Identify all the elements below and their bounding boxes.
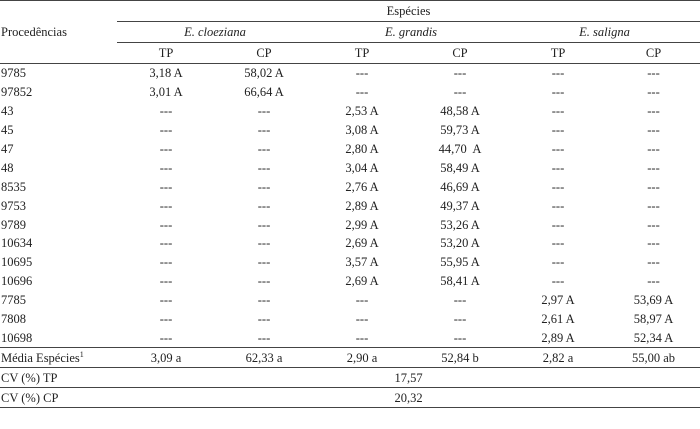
cv-label: CV (%) CP [0, 388, 117, 408]
value-cell: --- [551, 236, 565, 251]
value-cell: --- [551, 123, 565, 138]
value-cell: --- [647, 142, 660, 156]
value-cell: --- [159, 312, 173, 327]
value-cell: 3,04 A [345, 160, 379, 175]
footnote-marker: 1 [79, 349, 84, 359]
value-cell: 3,18 A [149, 66, 183, 81]
mean-label [0, 348, 117, 368]
procedencia-cell: 10634 [1, 236, 33, 251]
table-row [0, 215, 700, 234]
table-row [0, 234, 700, 253]
procedencia-cell: 43 [1, 104, 14, 119]
cv-value: 20,32 [117, 388, 700, 408]
value-cell: 2,69 A [345, 236, 379, 251]
value-cell: 2,61 A [541, 312, 575, 327]
value-cell: --- [551, 160, 565, 175]
value-cell: --- [257, 142, 271, 156]
mean-value-cell: 2,90 a [313, 348, 411, 368]
value-cell: 2,97 A [541, 293, 575, 308]
procedencia-cell: 9753 [1, 198, 26, 213]
mean-value-cell: 2,82 a [509, 348, 607, 368]
table-row [0, 328, 700, 347]
value-cell: --- [159, 217, 173, 232]
value-cell: --- [159, 236, 173, 251]
value-cell: --- [355, 293, 369, 308]
table-row [0, 83, 700, 102]
value-cell: --- [355, 312, 369, 327]
value-cell: --- [647, 66, 660, 81]
sub-header-cp: CP [411, 43, 509, 64]
value-cell: 48,58 A [440, 104, 480, 119]
value-cell: --- [159, 330, 173, 345]
value-cell: --- [551, 217, 565, 232]
value-cell: 3,01 A [149, 85, 183, 100]
value-cell: --- [551, 198, 565, 213]
value-cell: --- [647, 160, 660, 175]
value-cell: --- [159, 255, 173, 270]
table-row [0, 291, 700, 310]
value-cell: 3,08 A [345, 123, 379, 138]
value-cell: 44,70 A [438, 142, 482, 156]
sub-header-tp: TP [117, 43, 215, 64]
row-label-header: Procedências [0, 1, 117, 64]
value-cell: --- [159, 142, 173, 156]
table-row [0, 102, 700, 121]
mean-row [0, 348, 700, 368]
value-cell: --- [551, 104, 565, 119]
mean-value-cell: 62,33 a [215, 348, 313, 368]
procedencia-cell: 97852 [1, 85, 33, 100]
value-cell: 2,89 A [345, 198, 379, 213]
value-cell: 66,64 A [244, 85, 284, 100]
value-cell: --- [159, 123, 173, 138]
value-cell: 52,34 A [633, 330, 674, 345]
value-cell: --- [257, 274, 271, 289]
species-header-cloeziana: E. cloeziana [117, 22, 313, 43]
table-row [0, 253, 700, 272]
value-cell: --- [647, 255, 660, 270]
procedencia-cell: 10695 [1, 255, 33, 270]
value-cell: --- [159, 104, 173, 119]
value-cell: 58,41 A [440, 274, 480, 289]
species-header-saligna: E. saligna [509, 22, 700, 43]
value-cell: --- [551, 179, 565, 194]
value-cell: --- [257, 236, 271, 251]
procedencia-cell: 48 [1, 160, 14, 175]
value-cell: 46,69 A [440, 179, 480, 194]
table-row [0, 121, 700, 140]
value-cell: --- [453, 330, 467, 345]
value-cell: --- [647, 198, 660, 213]
value-cell: --- [551, 255, 565, 270]
value-cell: --- [647, 85, 660, 100]
value-cell: --- [257, 330, 271, 345]
value-cell: --- [647, 217, 660, 232]
mean-value-cell: 52,84 b [411, 348, 509, 368]
value-cell: 53,26 A [440, 217, 480, 232]
value-cell: --- [453, 293, 467, 308]
value-cell: --- [159, 293, 173, 308]
cv-row [0, 368, 700, 388]
value-cell: --- [159, 274, 173, 289]
value-cell: --- [551, 66, 565, 81]
cv-row [0, 388, 700, 408]
table-row [0, 196, 700, 215]
value-cell: --- [257, 104, 271, 119]
value-cell: --- [647, 274, 660, 289]
value-cell: --- [355, 330, 369, 345]
value-cell: --- [551, 274, 565, 289]
value-cell: 53,20 A [440, 236, 480, 251]
procedencia-cell: 10698 [1, 330, 33, 345]
value-cell: --- [647, 123, 660, 138]
procedencia-cell: 9785 [1, 66, 26, 81]
mean-label-text: Média Espécies [1, 350, 80, 365]
value-cell: --- [159, 198, 173, 213]
value-cell: --- [257, 255, 271, 270]
value-cell: 3,57 A [345, 255, 379, 270]
value-cell: --- [355, 85, 369, 100]
mean-value-cell: 55,00 ab [607, 348, 700, 368]
value-cell: --- [453, 66, 467, 81]
mean-value-cell: 3,09 a [117, 348, 215, 368]
value-cell: 2,80 A [345, 142, 379, 156]
value-cell: 2,89 A [541, 330, 575, 345]
value-cell: --- [551, 85, 565, 100]
procedencia-cell: 7785 [1, 293, 26, 308]
table-row [0, 158, 700, 177]
value-cell: --- [257, 179, 271, 194]
table-row [0, 272, 700, 291]
value-cell: 58,49 A [440, 160, 480, 175]
sub-header-cp: CP [215, 43, 313, 64]
table-row [0, 177, 700, 196]
sub-header-tp: TP [313, 43, 411, 64]
sub-header-cp: CP [607, 43, 700, 64]
value-cell: 55,95 A [440, 255, 480, 270]
table-row [0, 140, 700, 159]
procedencia-cell: 8535 [1, 179, 26, 194]
value-cell: 58,02 A [244, 66, 284, 81]
value-cell: --- [355, 66, 369, 81]
value-cell: 2,99 A [345, 217, 379, 232]
species-header-grandis: E. grandis [313, 22, 509, 43]
value-cell: 2,53 A [345, 104, 379, 119]
value-cell: --- [257, 123, 271, 138]
sub-header-tp: TP [509, 43, 607, 64]
value-cell: 59,73 A [440, 123, 480, 138]
value-cell: --- [257, 293, 271, 308]
value-cell: --- [453, 312, 467, 327]
value-cell: --- [257, 312, 271, 327]
cv-value: 17,57 [117, 368, 700, 388]
table-row [0, 64, 700, 83]
value-cell: --- [453, 85, 467, 100]
value-cell: 53,69 A [633, 293, 674, 308]
value-cell: --- [257, 217, 271, 232]
value-cell: --- [647, 236, 660, 251]
procedencia-cell: 47 [1, 142, 14, 156]
value-cell: --- [647, 104, 660, 119]
value-cell: 58,97 A [633, 312, 674, 327]
value-cell: --- [257, 198, 271, 213]
value-cell: --- [647, 179, 660, 194]
table-row [0, 310, 700, 329]
value-cell: --- [159, 160, 173, 175]
group-header: Espécies [117, 1, 700, 22]
value-cell: 2,76 A [345, 179, 379, 194]
cv-label: CV (%) TP [0, 368, 117, 388]
value-cell: 49,37 A [440, 198, 480, 213]
procedencia-cell: 45 [1, 123, 14, 138]
value-cell: --- [159, 179, 173, 194]
value-cell: --- [257, 160, 271, 175]
value-cell: --- [551, 142, 565, 156]
procedencia-cell: 10696 [1, 274, 33, 289]
value-cell: 2,69 A [345, 274, 379, 289]
procedencia-cell: 7808 [1, 312, 26, 327]
procedencia-cell: 9789 [1, 217, 26, 232]
